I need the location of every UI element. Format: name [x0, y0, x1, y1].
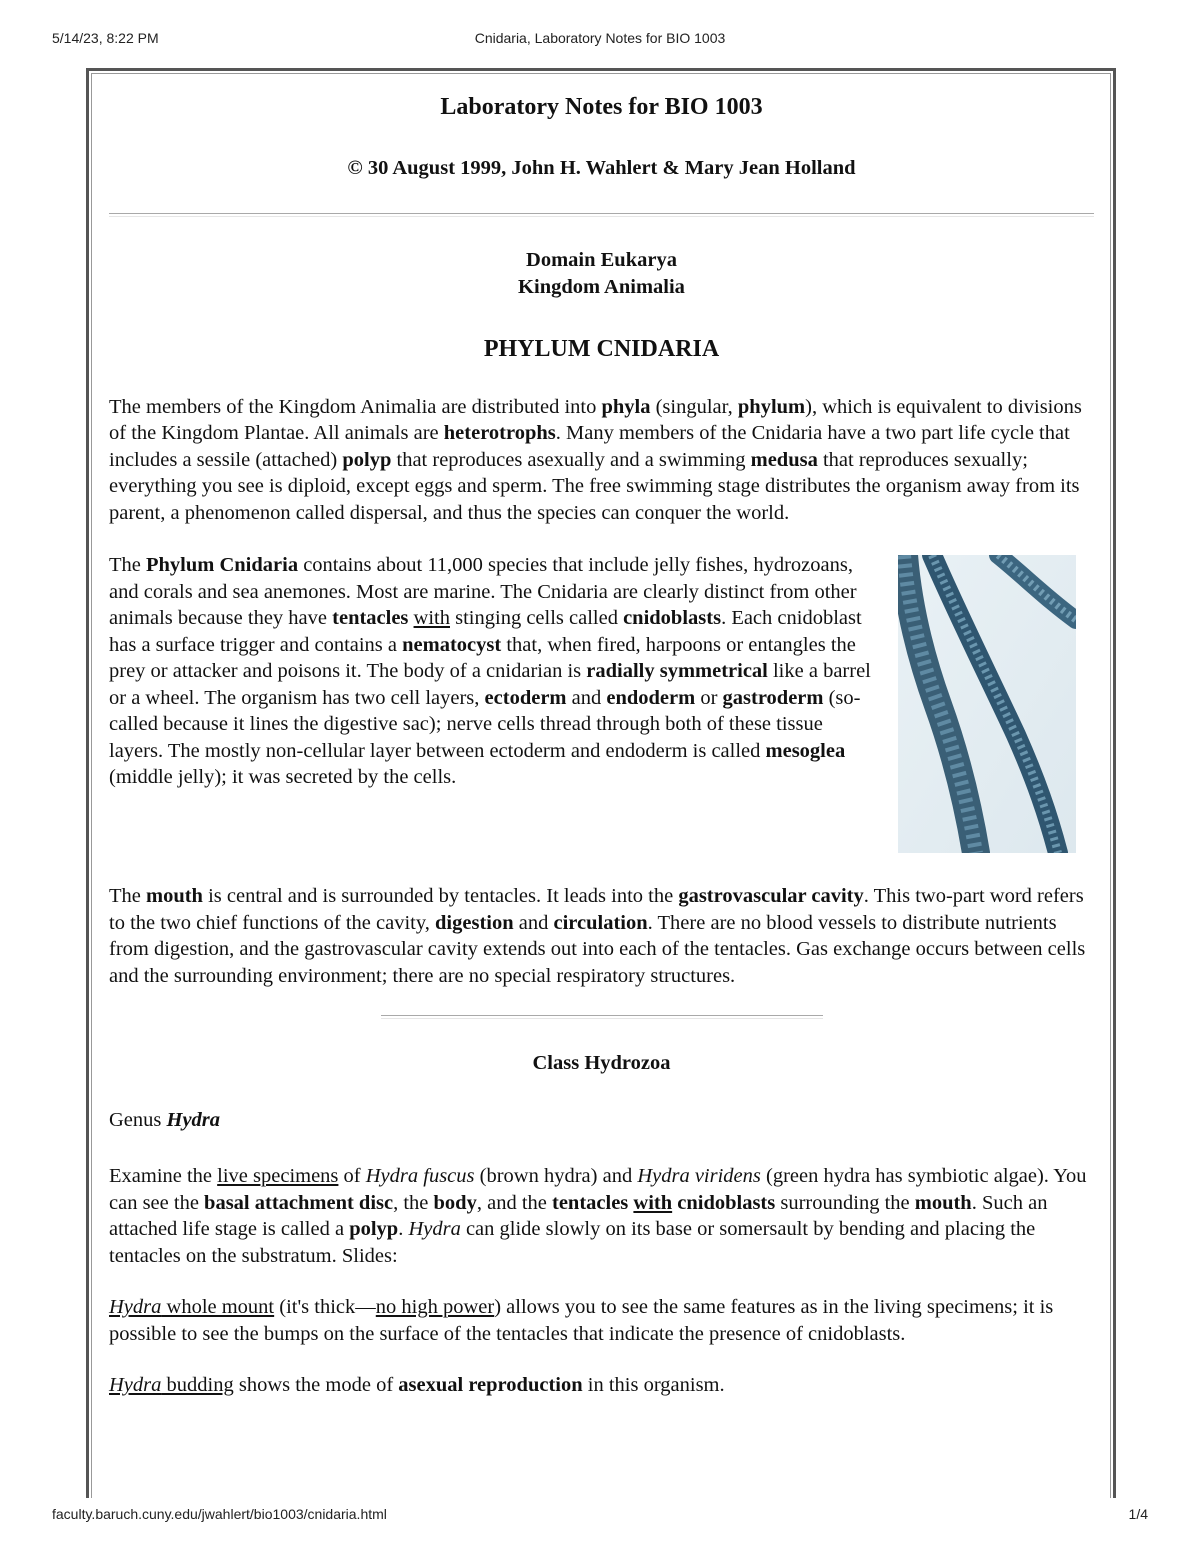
taxonomy-block — [109, 247, 1094, 301]
page-title: Laboratory Notes for BIO 1003 — [440, 94, 763, 120]
whole-mount-paragraph: Hydra whole mount (it's thick—no high power) allows you to see the same features as in the living specimens; it is possible to see the bumps on the surface of the tentacles that indicate the presence of cnidoblasts. — [109, 1296, 1054, 1345]
page-number: 1/4 — [1128, 1506, 1148, 1522]
divider-middle — [381, 1015, 823, 1019]
budding-term: Hydra budding — [109, 1374, 234, 1396]
divider-top — [109, 213, 1094, 217]
print-page-title: Cnidaria, Laboratory Notes for BIO 1003 — [474, 30, 726, 46]
phylum-heading: PHYLUM CNIDARIA — [483, 336, 720, 362]
kingdom-label: Kingdom Animalia — [518, 276, 685, 298]
copyright-line: © 30 August 1999, John H. Wahlert & Mary Jean Holland — [347, 156, 856, 179]
domain-label: Domain Eukarya — [526, 249, 677, 271]
tentacle-micrograph-image — [898, 555, 1076, 853]
mouth-paragraph: The mouth is central and is surrounded by tentacles. It leads into the gastrovascular cavity. This two-part word refers to the two chief functions of the cavity, digestion and circulation. There are no blood vessels to distribute nutrients from digestion, and the gastrovascular cavity extends out into each of the tentacles. Gas exchange occurs between cells and the surrounding environment; there are no special respiratory structures. — [109, 885, 1086, 987]
print-datetime: 5/14/23, 8:22 PM — [52, 30, 159, 46]
genus-heading: Genus Hydra — [109, 1108, 221, 1131]
budding-paragraph: Hydra budding shows the mode of asexual reproduction in this organism. — [109, 1374, 725, 1396]
print-footer — [52, 1506, 1148, 1526]
class-heading: Class Hydrozoa — [532, 1052, 671, 1074]
document-body — [109, 90, 1094, 1399]
whole-mount-term: Hydra whole mount — [109, 1296, 275, 1318]
hydra-specimens-paragraph: Examine the live specimens of Hydra fuscus (brown hydra) and Hydra viridens (green hydra has symbiotic algae). You can see the basal attachment disc, the body, and the tentacles with cnidoblasts surrounding the mouth. Such an attached life stage is called a polyp. Hydra can glide slowly on its base or somersault by bending and placing the tentacles on the substratum. Slides: — [109, 1165, 1087, 1267]
live-specimens-link: live specimens — [217, 1165, 339, 1187]
page-url: faculty.baruch.cuny.edu/jwahlert/bio1003/cnidaria.html — [52, 1506, 387, 1522]
cnidaria-description-paragraph: The Phylum Cnidaria contains about 11,000 species that include jelly fishes, hydrozoans, and corals and sea anemones. Most are marine. The Cnidaria are clearly distinct from other animals because they have tentacles with stinging cells called cnidoblasts. Each cnidoblast has a surface trigger and contains a nematocyst that, when fired, harpoons or entangles the prey or attacker and poisons it. The body of a cnidarian is radially symmetrical like a barrel or a wheel. The organism has two cell layers, ectoderm and endoderm or gastroderm (so-called because it lines the digestive sac); nerve cells thread through both of these tissue layers. The mostly non-cellular layer between ectoderm and endoderm is called mesoglea (middle jelly); it was secreted by the cells. — [109, 552, 1094, 857]
intro-paragraph: The members of the Kingdom Animalia are distributed into phyla (singular, phylum), which is equivalent to divisions of the Kingdom Plantae. All animals are heterotrophs. Many members of the Cnidaria have a two part life cycle that includes a sessile (attached) polyp that reproduces asexually and a swimming medusa that reproduces sexually; everything you see is diploid, except eggs and sperm. The free swimming stage distributes the organism away from its parent, a phenomenon called dispersal, and thus the species can conquer the world. — [109, 395, 1082, 524]
print-header — [52, 30, 1148, 50]
